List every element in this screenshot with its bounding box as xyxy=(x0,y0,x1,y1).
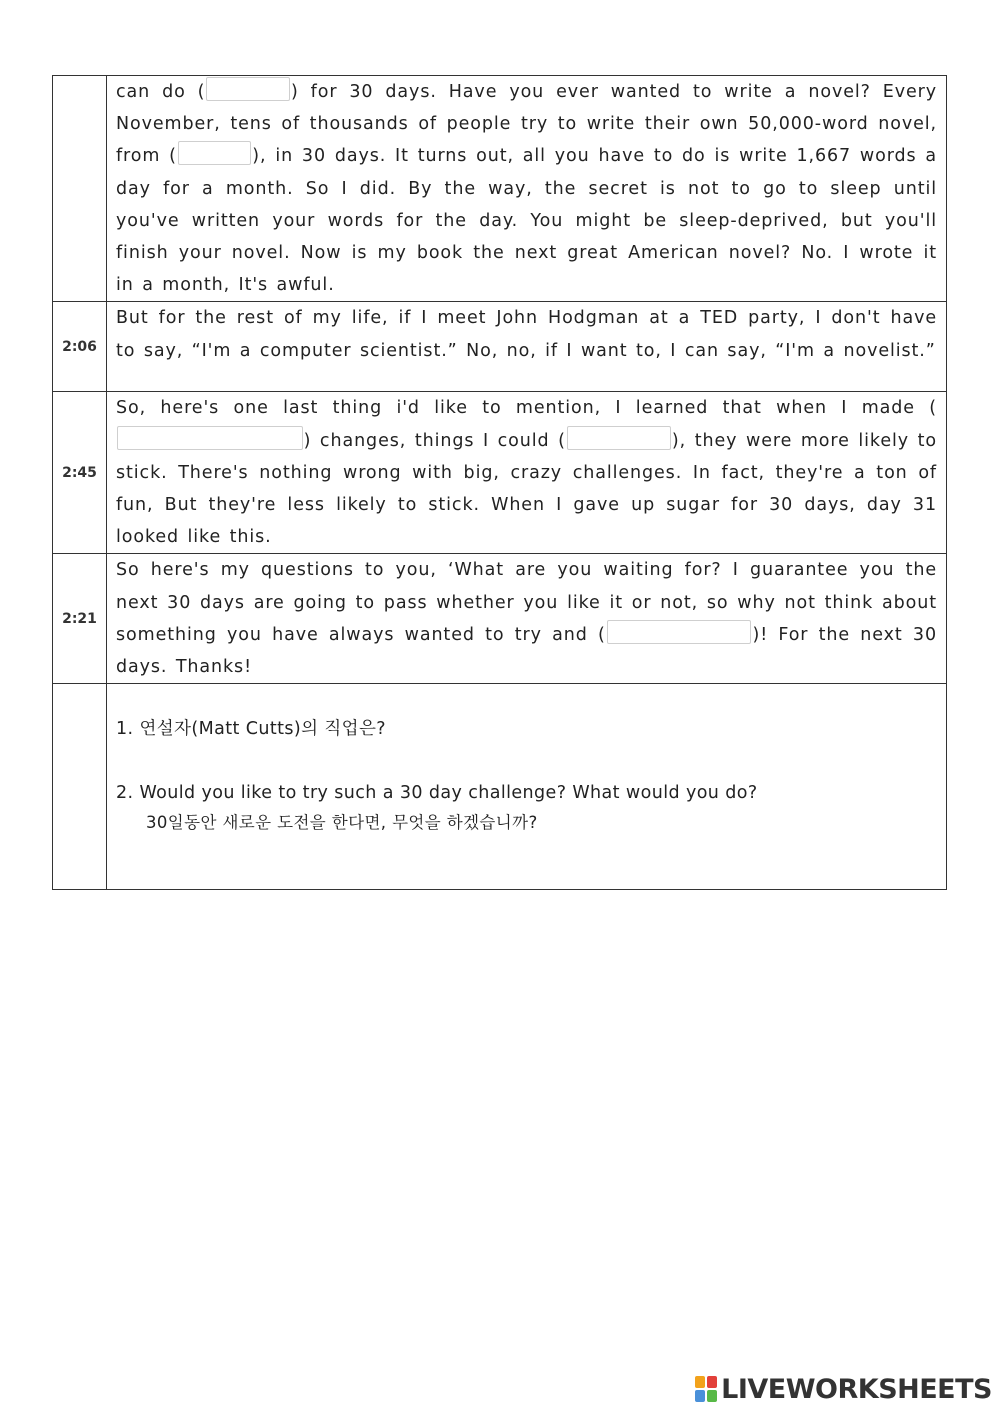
answer-blank-input[interactable] xyxy=(607,620,752,644)
questions-cell xyxy=(107,684,947,890)
timestamp: 2:06 xyxy=(53,302,107,392)
transcript-paragraph xyxy=(116,76,937,301)
transcript-cell xyxy=(107,554,947,684)
transcript-cell xyxy=(107,392,947,554)
answer-blank-input[interactable] xyxy=(178,141,251,165)
timestamp xyxy=(53,76,107,302)
question-2: 2. Would you like to try such a 30 day challenge? What would you do? xyxy=(116,783,758,804)
transcript-row xyxy=(53,554,947,684)
transcript-text: But for the rest of my life, if I meet John Hodgman at a TED party, I don't have to say, “I'm a computer scientist.” No, no, if I want to, I can say, “I'm a novelist.” xyxy=(116,308,937,361)
question-2-korean: 30일동안 새로운 도전을 한다면, 무엇을 하겠습니까? xyxy=(146,813,538,833)
timestamp: 2:45 xyxy=(53,392,107,554)
liveworksheets-logo xyxy=(695,1372,992,1406)
transcript-text: ) changes, things I could ( xyxy=(303,430,566,451)
logo-square xyxy=(707,1390,717,1402)
transcript-row xyxy=(53,76,947,302)
logo-text: LIVEWORKSHEETS xyxy=(721,1373,992,1405)
transcript-text: So here's my questions to you, ‘What are you waiting for? I guarantee you the next 30 days are going to pass whether you like it or not, so why not think about something you have always wanted to try and ( xyxy=(116,560,937,645)
logo-square xyxy=(695,1376,705,1388)
transcript-text: ), in 30 days. It turns out, all you have to do is write 1,667 words a day for a month. So I did. By the way, the secret is not to go to sleep until you've written your words for the day. You might be sleep-deprived, but you'll finish your novel. Now is my book the next great American novel? No. I wrote it in a month, It's awful. xyxy=(116,146,938,296)
transcript-cell xyxy=(107,302,947,392)
transcript-text: ), they were more likely to stick. There's nothing wrong with big, crazy challenges. In fact, they're a ton of fun, But they're less likely to stick. When I gave up sugar for 30 days, day 31 looked like this. xyxy=(116,430,937,548)
logo-square xyxy=(695,1390,705,1402)
transcript-text: So, here's one last thing i'd like to mention, I learned that when I made ( xyxy=(116,398,937,419)
transcript-row xyxy=(53,392,947,554)
answer-blank-input[interactable] xyxy=(206,77,290,101)
question-1: 1. 연설자(Matt Cutts)의 직업은? xyxy=(116,719,386,740)
transcript-table xyxy=(52,75,947,890)
transcript-paragraph xyxy=(116,302,937,366)
questions-row xyxy=(53,684,947,890)
transcript-row xyxy=(53,302,947,392)
transcript-cell xyxy=(107,76,947,302)
transcript-text: ) for 30 days. Have you ever wanted to write a novel? Every November, tens of thousands of people try to write their own 50,000-word novel, from ( xyxy=(116,82,938,167)
transcript-text: )! For the next 30 days. Thanks! xyxy=(116,624,937,678)
timestamp: 2:21 xyxy=(53,554,107,684)
time-cell xyxy=(53,684,107,890)
transcript-text: can do ( xyxy=(116,82,206,102)
logo-square xyxy=(707,1376,717,1388)
answer-blank-input[interactable] xyxy=(117,426,303,450)
answer-blank-input[interactable] xyxy=(567,426,671,450)
logo-mark-icon xyxy=(695,1376,717,1402)
transcript-paragraph xyxy=(116,392,937,553)
transcript-paragraph xyxy=(116,554,937,683)
